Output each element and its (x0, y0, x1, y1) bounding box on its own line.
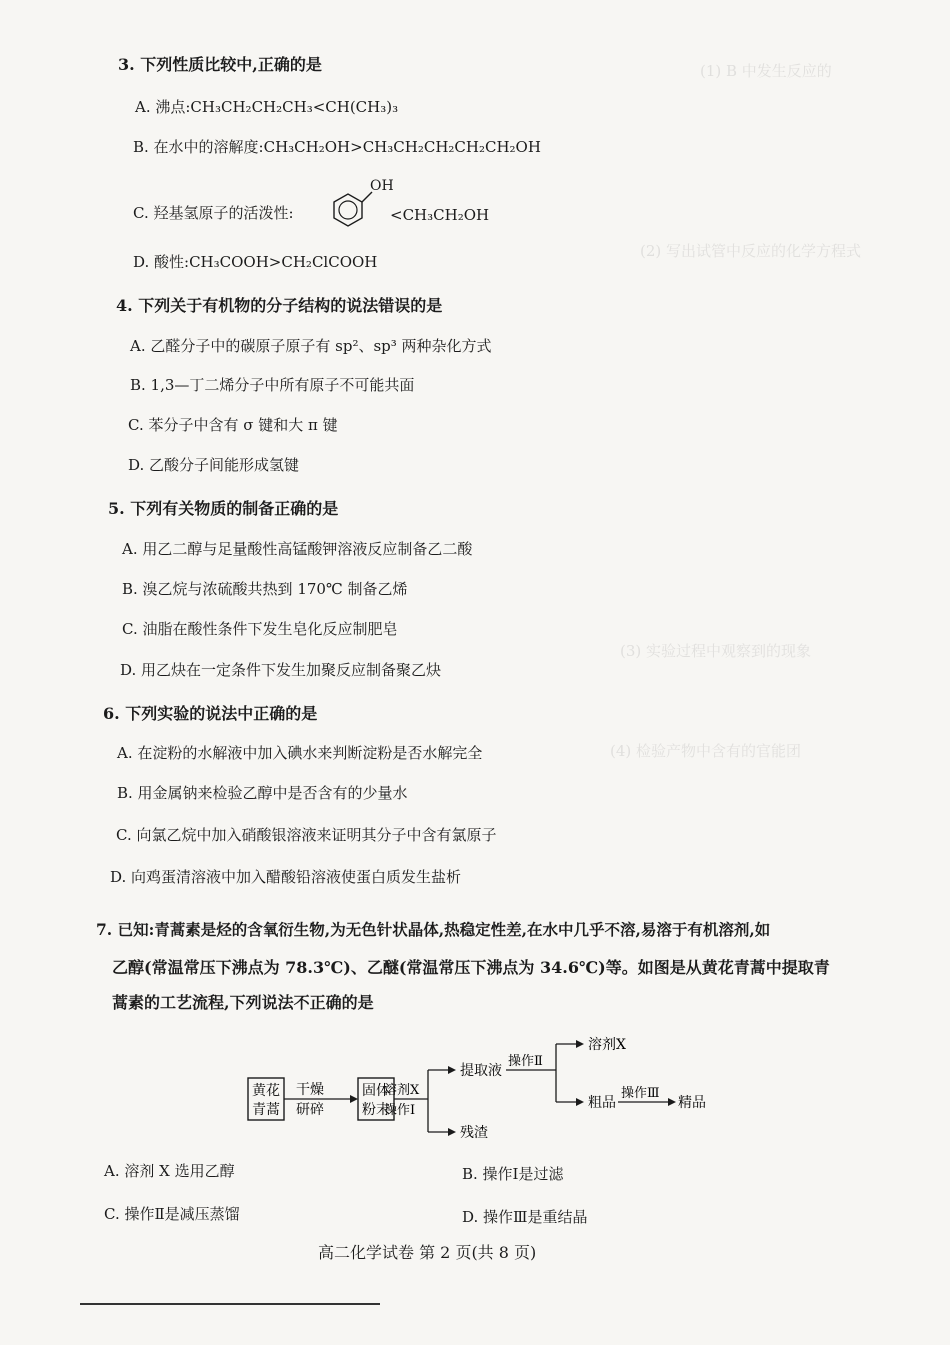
bleed-text: (1) B 中发生反应的 (700, 62, 832, 80)
question-3-stem: 3. 下列性质比较中,正确的是 (118, 55, 322, 74)
question-6-stem: 6. 下列实验的说法中正确的是 (103, 704, 318, 723)
flow-step2-bottom: 操作Ⅰ (384, 1103, 416, 1118)
question-3-option-c-prefix: C. 羟基氢原子的活泼性: (133, 204, 294, 222)
question-4-option-a: A. 乙醛分子中的碳原子原子有 sp²、sp³ 两种杂化方式 (130, 337, 492, 355)
phenol-oh-label: OH (370, 178, 394, 194)
question-7-option-d: D. 操作Ⅲ是重结晶 (462, 1208, 588, 1226)
bleed-text: (2) 写出试管中反应的化学方程式 (640, 242, 862, 260)
arrow-head-icon (576, 1098, 584, 1106)
arrow-head-icon (668, 1098, 676, 1106)
bleed-text: (3) 实验过程中观察到的现象 (620, 642, 812, 660)
flow-box1-bottom: 青蒿 (252, 1102, 280, 1118)
question-4-stem: 4. 下列关于有机物的分子结构的说法错误的是 (116, 296, 443, 315)
bleed-text: (4) 检验产物中含有的官能团 (610, 742, 802, 760)
aromatic-circle (339, 201, 357, 219)
question-5-option-d: D. 用乙炔在一定条件下发生加聚反应制备聚乙炔 (120, 661, 442, 679)
question-5-option-b: B. 溴乙烷与浓硫酸共热到 170℃ 制备乙烯 (122, 580, 408, 598)
question-3-option-a: A. 沸点:CH₃CH₂CH₂CH₃<CH(CH₃)₃ (135, 98, 399, 116)
question-4-option-b: B. 1,3—丁二烯分子中所有原子不可能共面 (130, 376, 415, 394)
question-4-option-d: D. 乙酸分子间能形成氢键 (128, 456, 300, 474)
question-7-line-2: 乙醇(常温常压下沸点为 78.3℃)、乙醚(常温常压下沸点为 34.6℃)等。如图是从黄花青蒿中提取青 (112, 958, 830, 977)
question-7-option-a: A. 溶剂 X 选用乙醇 (104, 1162, 235, 1180)
flow-box2-bottom: 粉末 (362, 1102, 390, 1118)
flow-solvent-x-label: 溶剂X (588, 1037, 626, 1053)
arrow-head-icon (448, 1066, 456, 1074)
flow-box2-top: 固体 (362, 1083, 390, 1099)
question-5-option-a: A. 用乙二醇与足量酸性高锰酸钾溶液反应制备乙二酸 (122, 540, 473, 558)
question-6-option-d: D. 向鸡蛋清溶液中加入醋酸铅溶液使蛋白质发生盐析 (110, 868, 462, 886)
question-7-line-3: 蒿素的工艺流程,下列说法不正确的是 (112, 993, 374, 1012)
arrow-head-icon (448, 1128, 456, 1136)
flow-crude-label: 粗品 (588, 1095, 616, 1111)
benzene-ring (334, 194, 362, 226)
question-6-option-c: C. 向氯乙烷中加入硝酸银溶液来证明其分子中含有氯原子 (116, 826, 497, 844)
phenol-structure (312, 174, 402, 234)
arrow-head-icon (350, 1095, 358, 1103)
process-flow-diagram (240, 1030, 720, 1150)
question-5-option-c: C. 油脂在酸性条件下发生皂化反应制肥皂 (122, 620, 398, 638)
question-7-option-b: B. 操作Ⅰ是过滤 (462, 1165, 564, 1183)
flow-op3-label: 操作Ⅲ (621, 1086, 660, 1101)
flow-box1-top: 黄花 (252, 1083, 280, 1099)
flow-step1-top: 干燥 (296, 1082, 324, 1098)
question-6-option-a: A. 在淀粉的水解液中加入碘水来判断淀粉是否水解完全 (117, 744, 483, 762)
question-4-option-c: C. 苯分子中含有 σ 键和大 π 键 (128, 416, 338, 434)
arrow-head-icon (576, 1040, 584, 1048)
question-6-option-b: B. 用金属钠来检验乙醇中是否含有的少量水 (117, 784, 408, 802)
flow-residue-label: 残渣 (460, 1125, 488, 1141)
question-3-option-b: B. 在水中的溶解度:CH₃CH₂OH>CH₃CH₂CH₂CH₂CH₂OH (133, 138, 541, 156)
question-7-line-1: 7. 已知:青蒿素是烃的含氧衍生物,为无色针状晶体,热稳定性差,在水中几乎不溶,易溶于有机溶剂,如 (96, 920, 771, 939)
flow-op2-label: 操作Ⅱ (508, 1054, 543, 1069)
flow-step1-bottom: 研碎 (296, 1102, 324, 1118)
flow-step2-top: 溶剂X (384, 1083, 420, 1098)
flow-fine-label: 精品 (678, 1095, 706, 1111)
page-footer: 高二化学试卷 第 2 页(共 8 页) (318, 1243, 537, 1262)
question-3-option-c-suffix: <CH₃CH₂OH (390, 206, 490, 224)
question-5-stem: 5. 下列有关物质的制备正确的是 (108, 499, 339, 518)
question-7-option-c: C. 操作Ⅱ是减压蒸馏 (104, 1205, 240, 1223)
flow-extract-label: 提取液 (460, 1063, 502, 1079)
question-3-option-d: D. 酸性:CH₃COOH>CH₂ClCOOH (133, 253, 378, 271)
bottom-rule (80, 1303, 380, 1305)
